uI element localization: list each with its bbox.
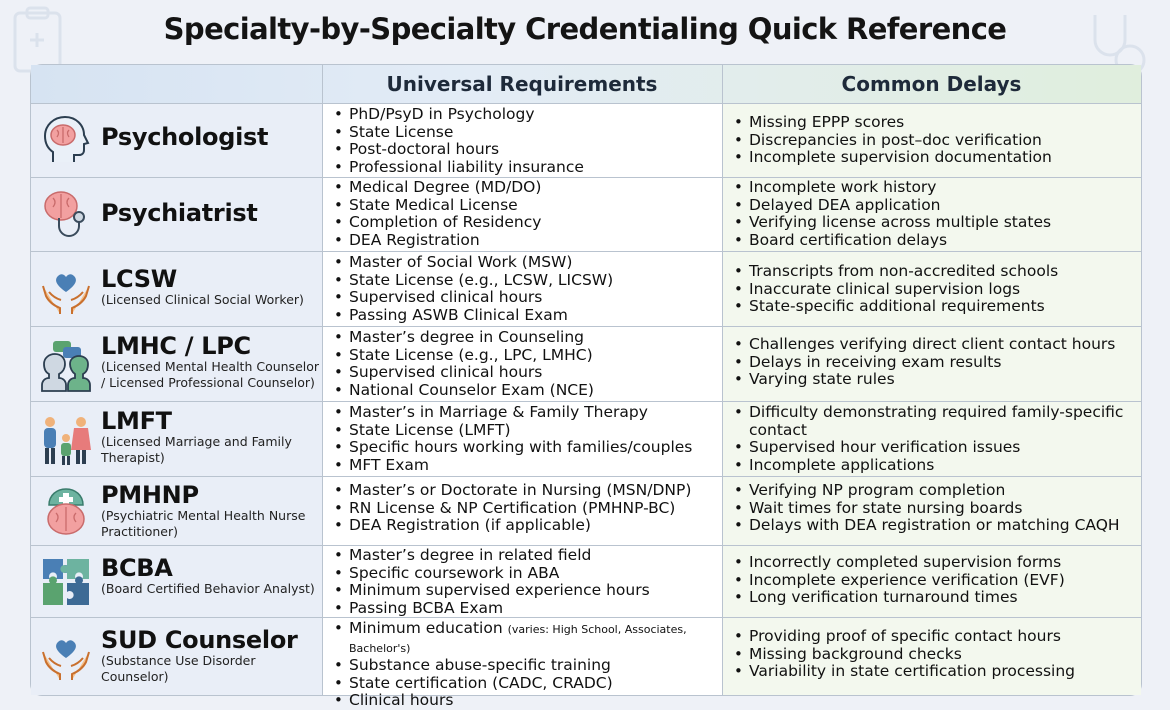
delays-list [730, 628, 1135, 681]
list-item: • State License [330, 124, 718, 142]
list-item: • Substance abuse-specific training [330, 657, 718, 675]
list-item: • Discrepancies in post–doc verification [730, 132, 1135, 150]
list-item: • Delays with DEA registration or matching CAQH [730, 517, 1135, 535]
list-item: • Supervised clinical hours [330, 364, 718, 382]
list-item: • Incomplete work history [730, 179, 1135, 197]
list-item: • Challenges verifying direct client contact hours [730, 336, 1135, 354]
list-item: • Supervised clinical hours [330, 289, 718, 307]
specialty-subtitle: (Psychiatric Mental Health Nurse Practitioner) [101, 508, 306, 540]
list-item: • State License (e.g., LPC, LMHC) [330, 347, 718, 365]
delays-list [730, 554, 1135, 607]
page-title: Specialty-by-Specialty Credentialing Quick Reference [163, 12, 1007, 46]
brain-stethoscope-icon [39, 186, 93, 240]
list-item: • MFT Exam [330, 457, 718, 475]
list-item: • Specific coursework in ABA [330, 565, 718, 583]
list-item: • Transcripts from non-accredited schools [730, 263, 1135, 281]
specialty-name: SUD Counselor [101, 626, 298, 654]
specialty-subtitle: (Licensed Mental Health Counselor / Licensed Professional Counselor) [101, 359, 320, 391]
specialty-name: PMHNP [101, 481, 199, 509]
nurse-brain-icon [39, 485, 93, 539]
list-item: • Wait times for state nursing boards [730, 500, 1135, 518]
list-item: • Post-doctoral hours [330, 141, 718, 159]
delays-list [730, 336, 1135, 389]
table-row [31, 477, 1141, 545]
list-item: • Supervised hour verification issues [730, 439, 1135, 457]
specialty-name: LCSW [101, 265, 177, 293]
delays-list [730, 114, 1135, 167]
list-item: • Incomplete supervision documentation [730, 149, 1135, 167]
specialty-name: LMFT [101, 407, 172, 435]
list-item: • Passing ASWB Clinical Exam [330, 307, 718, 325]
list-item: • National Counselor Exam (NCE) [330, 382, 718, 400]
list-item: • Master’s or Doctorate in Nursing (MSN/DNP) [330, 482, 718, 500]
table-row [31, 104, 1141, 177]
list-item: • State License (LMFT) [330, 422, 718, 440]
requirement-text: Minimum education [349, 619, 503, 637]
specialty-name: LMHC / LPC [101, 332, 251, 360]
list-item: • Variability in state certification processing [730, 663, 1135, 681]
list-item: • Professional liability insurance [330, 159, 718, 177]
list-item: • Passing BCBA Exam [330, 600, 718, 618]
list-item: • Verifying NP program completion [730, 482, 1135, 500]
list-item: • Inaccurate clinical supervision logs [730, 281, 1135, 299]
specialty-subtitle: (Board Certified Behavior Analyst) [101, 581, 315, 597]
list-item: • State certification (CADC, CRADC) [330, 675, 718, 693]
family-icon [39, 414, 93, 468]
requirements-list [330, 482, 718, 535]
list-item: • Verifying license across multiple states [730, 214, 1135, 232]
hands-heart-icon [39, 628, 93, 682]
table-row [31, 546, 1141, 617]
list-item: • Incorrectly completed supervision forms [730, 554, 1135, 572]
list-item: • RN License & NP Certification (PMHNP-BC) [330, 500, 718, 518]
list-item: • Medical Degree (MD/DO) [330, 179, 718, 197]
requirements-list [330, 620, 718, 710]
list-item: • Master’s in Marriage & Family Therapy [330, 404, 718, 422]
list-item: • Providing proof of specific contact hours [730, 628, 1135, 646]
list-item: • Long verification turnaround times [730, 589, 1135, 607]
list-item: • Difficulty demonstrating required family-specific contact [730, 404, 1135, 439]
delays-list [730, 482, 1135, 535]
list-item: • DEA Registration (if applicable) [330, 517, 718, 535]
table-row [31, 178, 1141, 251]
delays-list [730, 263, 1135, 316]
list-item: • Master’s degree in related field [330, 547, 718, 565]
list-item: • Missing background checks [730, 646, 1135, 664]
table-row [31, 327, 1141, 401]
table-row [31, 252, 1141, 326]
specialty-name: Psychologist [101, 123, 269, 151]
list-item [330, 620, 718, 657]
header-delays: Common Delays [841, 72, 1022, 96]
requirement-note: (varies: High School, Associates, Bachelor's) [349, 623, 687, 655]
list-item: • Incomplete experience verification (EVF) [730, 572, 1135, 590]
list-item: • Board certification delays [730, 232, 1135, 250]
hands-heart-icon [39, 262, 93, 316]
list-item: • State Medical License [330, 197, 718, 215]
table-row [31, 618, 1141, 709]
list-item: • Incomplete applications [730, 457, 1135, 475]
list-item: • Missing EPPP scores [730, 114, 1135, 132]
conversation-icon [39, 339, 93, 393]
brain-head-icon [39, 114, 93, 168]
list-item: • Varying state rules [730, 371, 1135, 389]
specialty-name: BCBA [101, 554, 173, 582]
specialty-subtitle: (Licensed Clinical Social Worker) [101, 292, 304, 308]
list-item: • Minimum supervised experience hours [330, 582, 718, 600]
specialty-name: Psychiatrist [101, 199, 258, 227]
list-item: • DEA Registration [330, 232, 718, 250]
delays-list [730, 179, 1135, 249]
requirements-list [330, 547, 718, 617]
list-item: • State-specific additional requirements [730, 298, 1135, 316]
list-item: • State License (e.g., LCSW, LICSW) [330, 272, 718, 290]
list-item: • Clinical hours [330, 692, 718, 710]
list-item: • Delayed DEA application [730, 197, 1135, 215]
delays-list [730, 404, 1135, 474]
list-item: • Master of Social Work (MSW) [330, 254, 718, 272]
requirements-list [330, 329, 718, 399]
specialty-subtitle: (Licensed Marriage and Family Therapist) [101, 434, 292, 466]
reference-table [30, 64, 1142, 709]
requirements-list [330, 254, 718, 324]
list-item: • Completion of Residency [330, 214, 718, 232]
header-requirements: Universal Requirements [386, 72, 658, 96]
table-row [31, 402, 1141, 476]
list-item: • Specific hours working with families/couples [330, 439, 718, 457]
list-item: • Delays in receiving exam results [730, 354, 1135, 372]
puzzle-icon [39, 555, 93, 609]
requirements-list [330, 404, 718, 474]
requirements-list [330, 106, 718, 176]
requirements-list [330, 179, 718, 249]
specialty-subtitle: (Substance Use Disorder Counselor) [101, 653, 256, 685]
list-item: • PhD/PsyD in Psychology [330, 106, 718, 124]
list-item: • Master’s degree in Counseling [330, 329, 718, 347]
